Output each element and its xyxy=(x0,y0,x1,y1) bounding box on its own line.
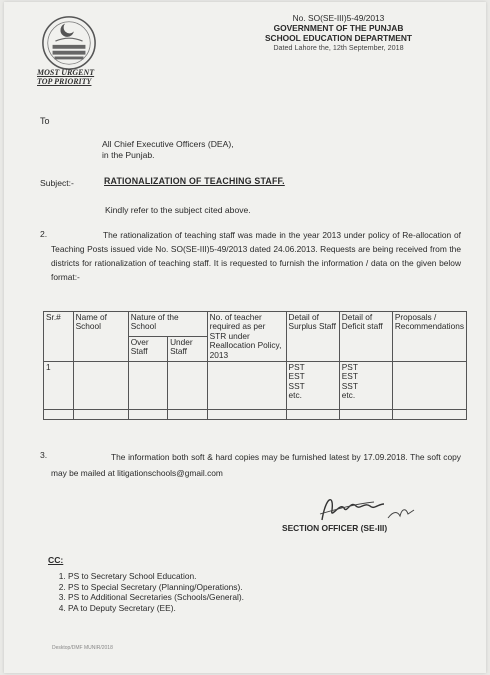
surplus-item: SST xyxy=(288,380,305,391)
empty-cell xyxy=(392,410,466,420)
row1-sr: 1 xyxy=(44,362,74,410)
surplus-item: PST xyxy=(288,362,305,373)
cc-list xyxy=(52,571,244,613)
para3-text: The information both soft & hard copies may be furnished latest by 17.09.2018. The soft copy may be mailed at litigationschools@gmail.com xyxy=(51,452,461,478)
para2-number: 2. xyxy=(40,229,48,239)
addressee-line-1: All Chief Executive Officers (DEA), xyxy=(102,139,234,149)
cc-item: 1. PS to Secretary School Education. xyxy=(68,571,244,582)
priority-line-1: MOST URGENT xyxy=(37,68,95,77)
information-format-table xyxy=(43,311,467,420)
salutation: Kindly refer to the subject cited above. xyxy=(105,205,251,215)
empty-cell xyxy=(128,410,167,420)
header-deficit: Detail of Deficit staff xyxy=(339,312,392,362)
subheader-over-staff: Over Staff xyxy=(128,337,167,362)
cc-label: CC: xyxy=(48,555,64,565)
header-school-name: Name of School xyxy=(73,312,128,362)
signatory-title: SECTION OFFICER (SE-III) xyxy=(282,523,388,533)
empty-cell xyxy=(207,410,286,420)
empty-cell xyxy=(339,410,392,420)
letter-date: Dated Lahore the, 12th September, 2018 xyxy=(273,43,404,53)
cc-item: 4. PA to Deputy Secretary (EE). xyxy=(68,603,244,614)
row1-school xyxy=(73,362,128,410)
reference-number: No. SO(SE-III)5-49/2013 xyxy=(292,13,385,23)
priority-line-2: TOP PRIORITY xyxy=(37,77,92,86)
letter-page xyxy=(4,2,486,673)
subject-label: Subject:- xyxy=(40,178,74,188)
empty-cell xyxy=(168,410,208,420)
para2-text: The rationalization of teaching staff was made in the year 2013 under policy of Re-allocation of Teaching Posts issued vide No. SO(SE-III)5-49/2013 dated 24.06.2013. Requests are being received from the districts for rationalization of teaching staff. It is requested to furnish the information / data on the given below format:- xyxy=(51,230,461,282)
deficit-item: SST xyxy=(341,380,358,391)
department-name: SCHOOL EDUCATION DEPARTMENT xyxy=(264,32,412,43)
cc-item: 2. PS to Special Secretary (Planning/Operations). xyxy=(68,582,244,593)
deficit-item: EST xyxy=(341,371,358,382)
empty-cell xyxy=(286,410,339,420)
surplus-item: EST xyxy=(288,371,305,382)
header-teachers-required: No. of teacher required as per STR under Reallocation Policy, 2013 xyxy=(207,312,286,362)
government-emblem-icon xyxy=(40,14,98,72)
empty-cell xyxy=(44,410,74,420)
footer-file-path: Desktop/DMF MUNIR/2018 xyxy=(52,645,113,651)
row1-proposals xyxy=(392,362,466,410)
deficit-item: etc. xyxy=(341,390,356,401)
deficit-item: PST xyxy=(341,362,358,373)
cc-item: 3. PS to Additional Secretaries (Schools/General). xyxy=(68,592,244,603)
subheader-under-staff: Under Staff xyxy=(168,337,208,362)
addressee-line-2: in the Punjab. xyxy=(102,150,155,160)
header-nature: Nature of the School xyxy=(128,312,207,337)
empty-cell xyxy=(73,410,128,420)
signature-icon xyxy=(314,490,424,526)
header-surplus: Detail of Surplus Staff xyxy=(286,312,339,362)
header-sr: Sr.# xyxy=(44,312,74,362)
para3-number: 3. xyxy=(40,450,48,460)
row1-under xyxy=(168,362,208,410)
government-name: GOVERNMENT OF THE PUNJAB xyxy=(273,22,404,33)
priority-stamp xyxy=(37,68,94,86)
subject-text: RATIONALIZATION OF TEACHING STAFF. xyxy=(104,176,285,186)
letter-header xyxy=(265,14,412,53)
row1-surplus xyxy=(286,362,339,410)
addressee xyxy=(102,139,234,161)
row1-deficit xyxy=(339,362,392,410)
row1-required xyxy=(207,362,286,410)
header-proposals: Proposals / Recommendations xyxy=(392,312,466,362)
surplus-item: etc. xyxy=(288,390,302,401)
to-label: To xyxy=(40,116,50,126)
row1-over xyxy=(128,362,167,410)
